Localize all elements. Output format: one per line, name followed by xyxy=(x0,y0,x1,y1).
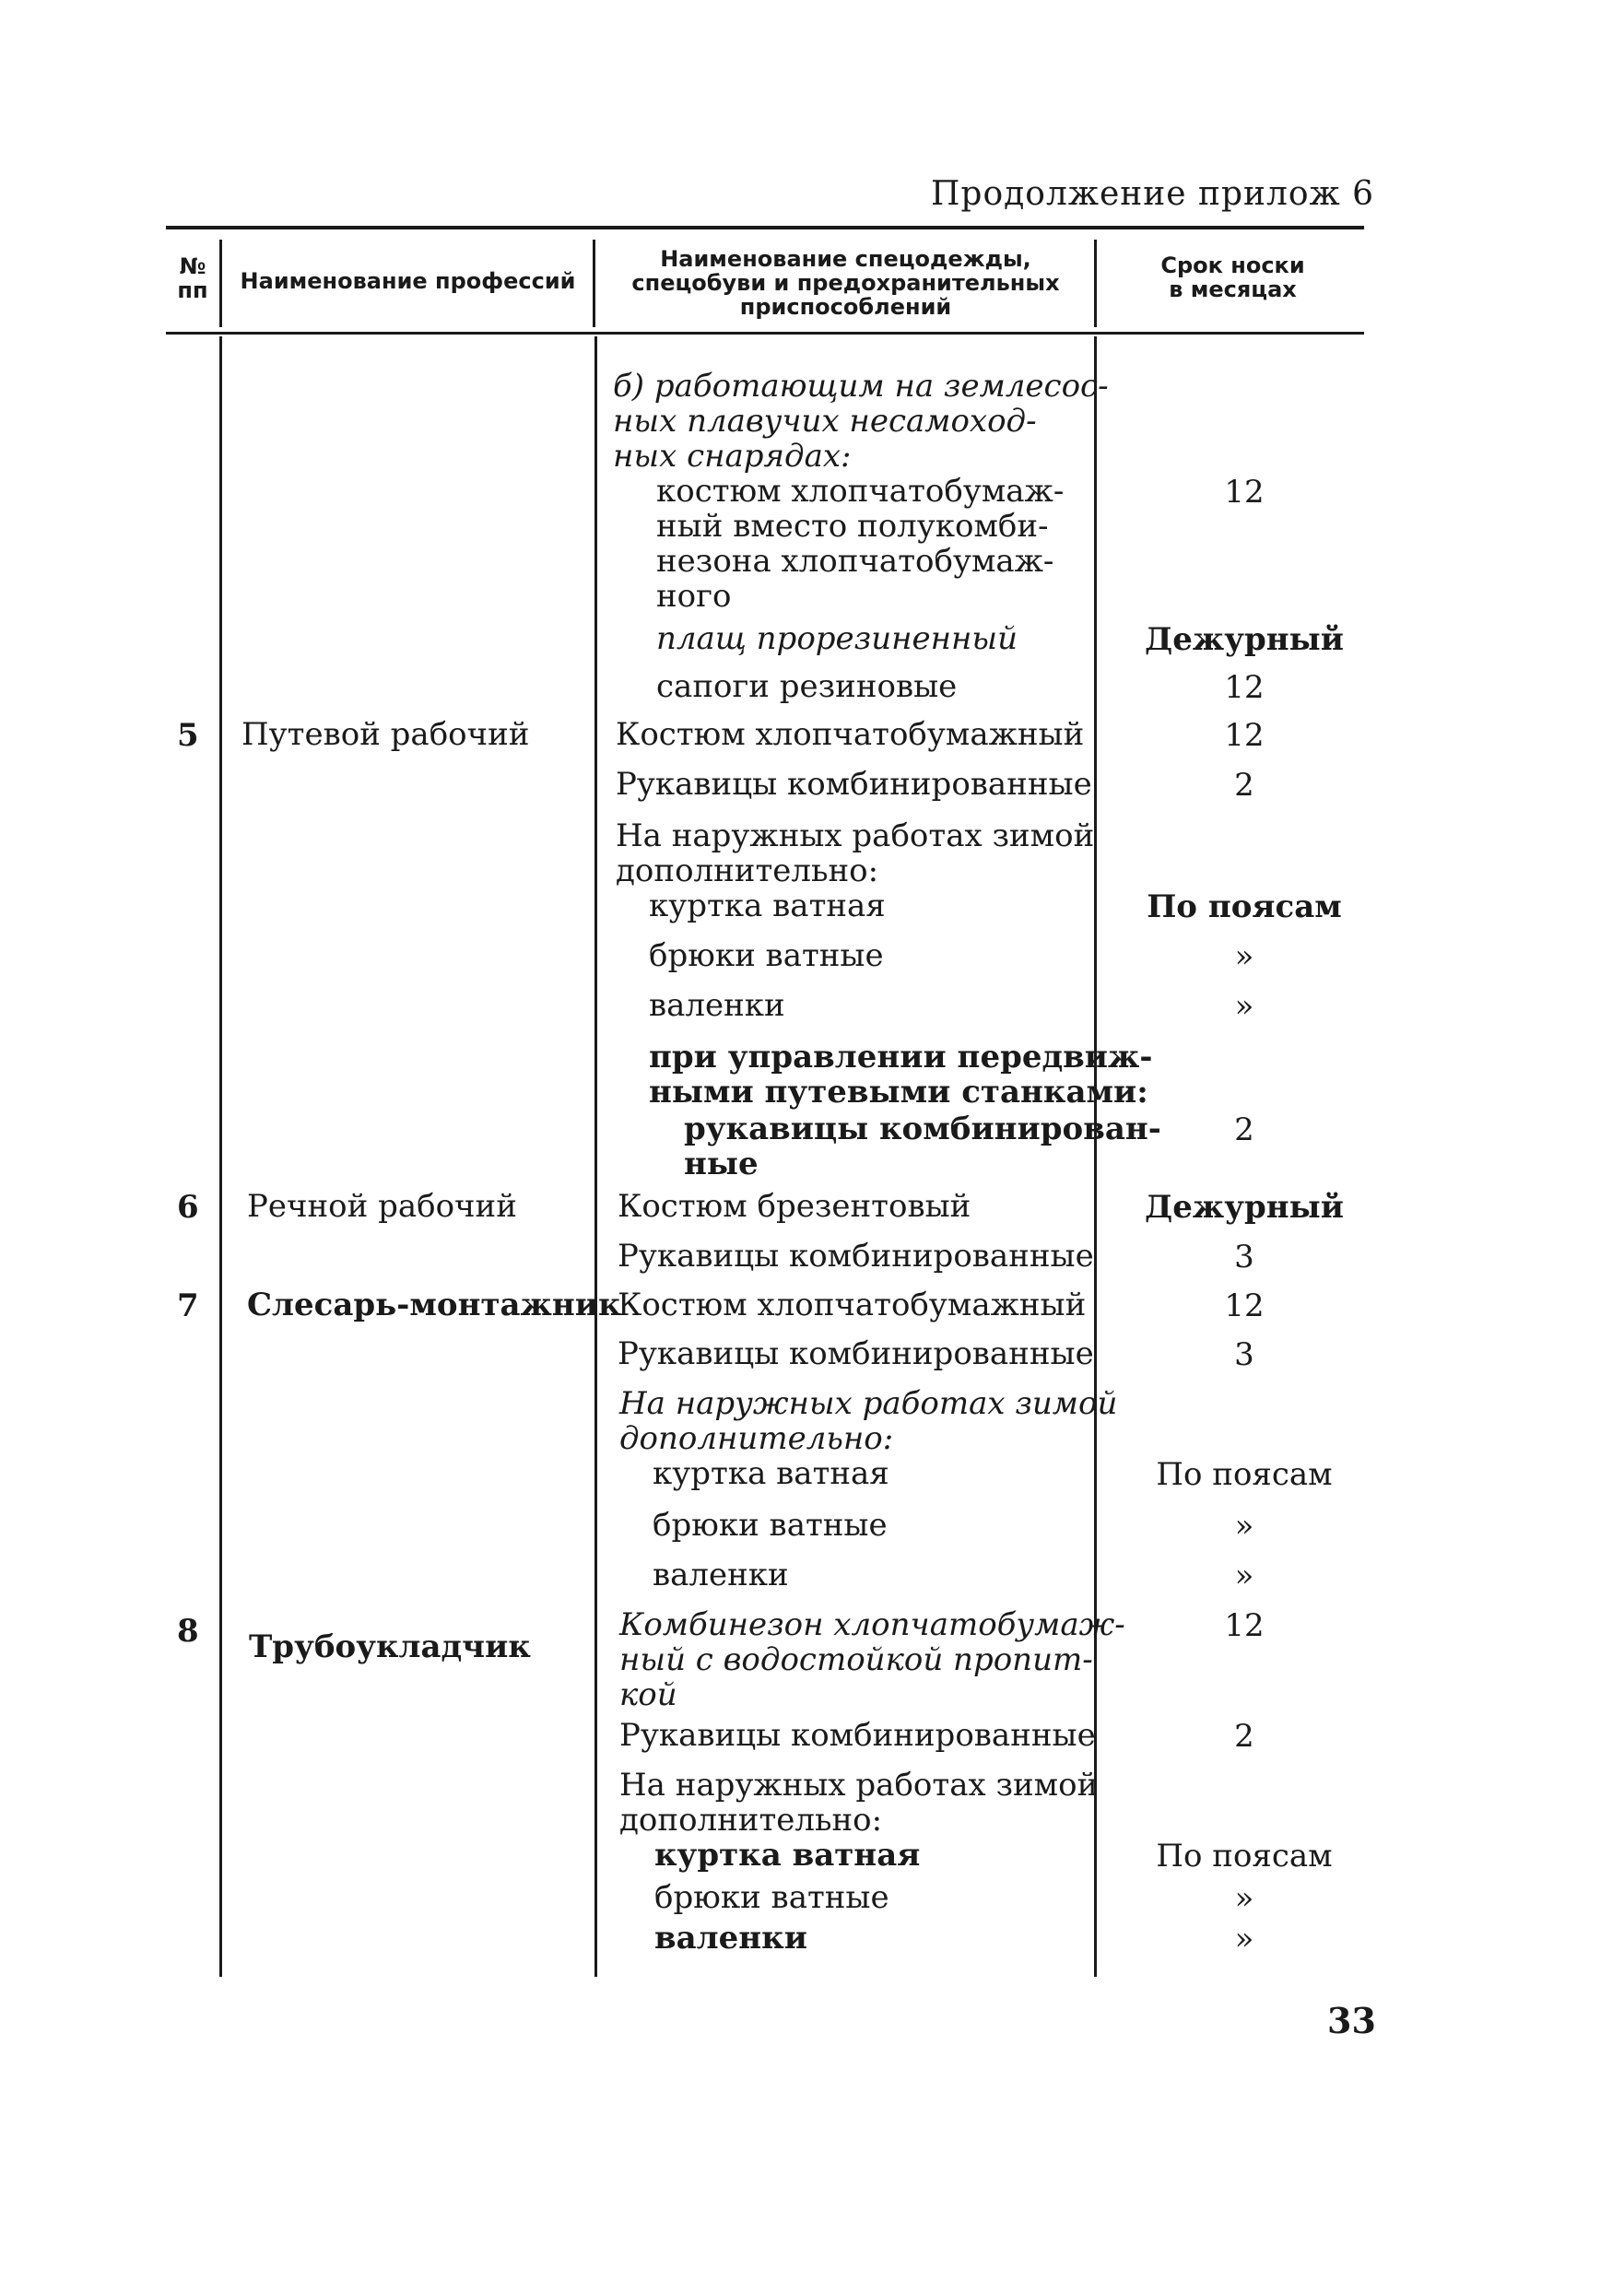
header-divider-1 xyxy=(219,240,222,327)
term-cell: » xyxy=(1234,1880,1254,1917)
term-cell: 12 xyxy=(1224,669,1265,706)
col-header-num: № пп xyxy=(177,253,208,303)
term-cell: 12 xyxy=(1224,474,1265,511)
item-cell: Костюм хлопчатобумажный xyxy=(618,1287,1087,1323)
term-cell: » xyxy=(1234,988,1254,1025)
row-number: 5 xyxy=(177,717,199,754)
body-divider-3 xyxy=(1094,336,1097,1534)
profession-cell: Слесарь-монтажник xyxy=(247,1287,621,1323)
item-cell: б) работающим на землесос- ных плавучих несамоход- ных снарядах: xyxy=(613,368,1109,475)
item-cell: плащ прорезиненный xyxy=(656,620,1018,657)
item-cell: Рукавицы комбинированные xyxy=(619,1717,1096,1754)
item-cell: Костюм хлопчатобумажный xyxy=(616,716,1085,753)
table-top-rule xyxy=(166,226,1364,229)
term-cell: » xyxy=(1234,938,1254,975)
row-number: 8 xyxy=(177,1613,199,1650)
item-cell: куртка ватная xyxy=(653,1455,889,1492)
body-divider-2 xyxy=(594,336,597,1977)
profession-cell: Путевой рабочий xyxy=(241,716,530,753)
term-cell: По поясам xyxy=(1156,1838,1333,1875)
term-cell: 12 xyxy=(1224,1607,1265,1644)
profession-cell: Речной рабочий xyxy=(247,1188,517,1225)
col-header-profession: Наименование профессий xyxy=(240,268,576,294)
item-cell: костюм хлопчатобумаж- ный вместо полукомби- незона хлопчатобумаж- ного xyxy=(656,473,1065,615)
item-cell: сапоги резиновые xyxy=(656,668,958,705)
item-cell: На наружных работах зимой дополнительно: xyxy=(616,817,1095,889)
item-cell: На наружных работах зимой дополнительно: xyxy=(619,1385,1118,1457)
item-cell: Комбинезон хлопчатобумаж- ный с водостойкой пропит- кой xyxy=(619,1606,1125,1713)
term-cell: 2 xyxy=(1234,1111,1254,1148)
term-cell: 2 xyxy=(1234,1718,1254,1755)
header-divider-3 xyxy=(1094,240,1097,327)
header-bottom-rule xyxy=(166,332,1364,335)
item-cell: валенки xyxy=(654,1920,807,1957)
item-cell: Рукавицы комбинированные xyxy=(618,1335,1094,1372)
item-cell: брюки ватные xyxy=(654,1879,889,1916)
row-number: 7 xyxy=(177,1287,199,1324)
item-cell: брюки ватные xyxy=(653,1507,888,1544)
term-cell: 12 xyxy=(1224,1287,1265,1324)
term-cell: По поясам xyxy=(1147,888,1342,925)
item-cell: На наружных работах зимой дополнительно: xyxy=(619,1767,1099,1839)
row-number: 6 xyxy=(177,1189,199,1226)
item-cell: куртка ватная xyxy=(654,1837,921,1874)
item-cell: куртка ватная xyxy=(649,887,886,924)
continuation-header: Продолжение прилож 6 xyxy=(931,175,1375,213)
term-cell: 12 xyxy=(1224,717,1265,754)
col-header-item: Наименование спецодежды, спецобуви и предохранительных приспособлений xyxy=(631,246,1060,320)
term-cell: 2 xyxy=(1234,767,1254,804)
term-cell: Дежурный xyxy=(1145,621,1344,658)
term-cell: » xyxy=(1234,1921,1254,1957)
term-cell: » xyxy=(1234,1508,1254,1545)
term-cell: По поясам xyxy=(1156,1456,1333,1493)
header-divider-2 xyxy=(593,240,595,327)
item-cell: при управлении передвиж- ными путевыми станками: xyxy=(649,1039,1153,1111)
page-number: 33 xyxy=(1327,2000,1376,2041)
body-divider-1 xyxy=(219,336,222,1977)
term-cell: Дежурный xyxy=(1145,1189,1344,1226)
profession-cell: Трубоукладчик xyxy=(249,1628,531,1665)
item-cell: Рукавицы комбинированные xyxy=(618,1238,1094,1275)
item-cell: Рукавицы комбинированные xyxy=(616,766,1092,803)
term-cell: » xyxy=(1234,1557,1254,1594)
item-cell: брюки ватные xyxy=(649,937,884,974)
item-cell: рукавицы комбинирован- ные xyxy=(684,1111,1161,1182)
term-cell: 3 xyxy=(1234,1336,1254,1373)
term-cell: 3 xyxy=(1234,1239,1254,1275)
col-header-term: Срок носки в месяцах xyxy=(1160,253,1305,302)
item-cell: валенки xyxy=(649,987,785,1024)
item-cell: валенки xyxy=(653,1557,789,1593)
item-cell: Костюм брезентовый xyxy=(618,1188,971,1225)
